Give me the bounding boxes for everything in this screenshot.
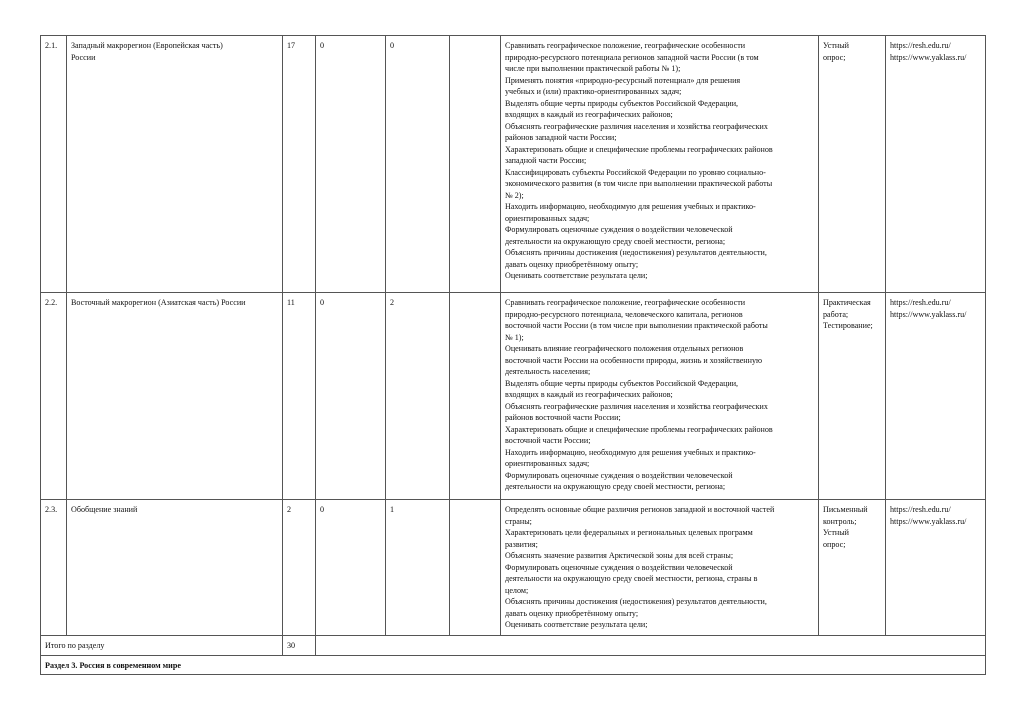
resources-cell bbox=[886, 293, 986, 500]
activity-line: Объяснять значение развития Арктической зоны для всей страны; bbox=[505, 551, 734, 560]
control-form-line: Устный bbox=[823, 41, 849, 50]
activity-line: учебных и (или) практико-ориентированных задач; bbox=[505, 87, 682, 96]
activity-line: Формулировать оценочные суждения о воздействии человеческой bbox=[505, 225, 733, 234]
summary-hours: 30 bbox=[283, 636, 316, 656]
activity-cell bbox=[501, 36, 819, 293]
hours-total: 11 bbox=[283, 293, 316, 500]
table-row bbox=[41, 500, 986, 636]
row-number: 2.2. bbox=[41, 293, 67, 500]
topic-line: Обобщение знаний bbox=[71, 505, 138, 514]
resource-link[interactable]: https://resh.edu.ru/ bbox=[890, 41, 951, 50]
activity-line: Выделять общие черты природы субъектов Российской Федерации, bbox=[505, 378, 739, 388]
activity-line: развития; bbox=[505, 539, 538, 549]
activity-line: Характеризовать цели федеральных и региональных целевых программ bbox=[505, 528, 753, 537]
activity-line: давать оценку приобретённому опыту; bbox=[505, 259, 639, 269]
activity-line: ориентированных задач; bbox=[505, 459, 590, 468]
topic-cell bbox=[67, 293, 283, 500]
activity-line: восточной части России на особенности природы, жизнь и хозяйственную bbox=[505, 355, 763, 365]
activity-line: входящих в каждый из географических районов; bbox=[505, 110, 673, 119]
control-form-line: работа; bbox=[823, 309, 849, 319]
topic-line: России bbox=[71, 52, 96, 62]
activity-line: Оценивать соответствие результата цели; bbox=[505, 271, 648, 280]
control-form-cell bbox=[819, 36, 886, 293]
activity-line: природно-ресурсного потенциала, человеческого капитала, регионов bbox=[505, 309, 743, 319]
activity-line: районов восточной части России; bbox=[505, 413, 621, 422]
row-number: 2.3. bbox=[41, 500, 67, 636]
activity-line: деятельность населения; bbox=[505, 367, 591, 376]
activity-line: целом; bbox=[505, 585, 529, 595]
resource-link[interactable]: https://www.yaklass.ru/ bbox=[890, 309, 967, 319]
resource-link[interactable]: https://www.yaklass.ru/ bbox=[890, 52, 967, 62]
activity-line: Находить информацию, необходимую для решения учебных и практико- bbox=[505, 447, 756, 457]
resources-cell bbox=[886, 500, 986, 636]
activity-line: западной части России; bbox=[505, 156, 587, 165]
activity-line: № 1); bbox=[505, 332, 524, 342]
activity-line: Формулировать оценочные суждения о воздействии человеческой bbox=[505, 470, 733, 480]
resource-link[interactable]: https://www.yaklass.ru/ bbox=[890, 516, 967, 526]
row-number: 2.1. bbox=[41, 36, 67, 293]
activity-line: Объяснять причины достижения (недостижения) результатов деятельности, bbox=[505, 248, 767, 257]
control-form-line: Тестирование; bbox=[823, 321, 873, 330]
activity-line: деятельности на окружающую среду своей местности, региона; bbox=[505, 236, 726, 246]
activity-line: экономического развития (в том числе при выполнении практической работы bbox=[505, 179, 773, 188]
activity-line: Выделять общие черты природы субъектов Российской Федерации, bbox=[505, 98, 739, 108]
activity-line: Определять основные общие различия регионов западной и восточной частей bbox=[505, 505, 775, 514]
control-form-line: Устный bbox=[823, 528, 849, 537]
activity-line: Объяснять географические различия населения и хозяйства географических bbox=[505, 401, 768, 411]
hours-control: 0 bbox=[316, 293, 386, 500]
summary-empty bbox=[316, 636, 986, 656]
topic-cell bbox=[67, 500, 283, 636]
activity-line: давать оценку приобретённому опыту; bbox=[505, 608, 639, 618]
activity-cell bbox=[501, 293, 819, 500]
activity-line: Характеризовать общие и специфические проблемы географических районов bbox=[505, 424, 773, 434]
activity-line: восточной части России; bbox=[505, 436, 591, 445]
activity-line: страны; bbox=[505, 516, 532, 526]
activity-line: ориентированных задач; bbox=[505, 213, 590, 223]
activity-line: № 2); bbox=[505, 190, 524, 200]
activity-line: деятельности на окружающую среду своей местности, региона, страны в bbox=[505, 574, 758, 583]
topic-cell bbox=[67, 36, 283, 293]
summary-row bbox=[41, 636, 986, 656]
date-cell bbox=[450, 500, 501, 636]
topic-line: Восточный макрорегион (Азиатская часть) России bbox=[71, 298, 246, 307]
topic-line: Западный макрорегион (Европейская часть) bbox=[71, 41, 223, 50]
hours-control: 0 bbox=[316, 500, 386, 636]
hours-total: 2 bbox=[283, 500, 316, 636]
activity-line: числе при выполнении практической работы № 1); bbox=[505, 64, 681, 73]
hours-total: 17 bbox=[283, 36, 316, 293]
activity-line: Применять понятия «природно-ресурсный потенциал» для решения bbox=[505, 75, 741, 85]
curriculum-table bbox=[40, 35, 986, 675]
control-form-line: Письменный bbox=[823, 505, 868, 514]
activity-line: деятельности на окружающую среду своей местности, региона; bbox=[505, 482, 726, 491]
resource-link[interactable]: https://resh.edu.ru/ bbox=[890, 298, 951, 307]
control-form-line: контроль; bbox=[823, 516, 857, 526]
date-cell bbox=[450, 293, 501, 500]
hours-practical: 0 bbox=[386, 36, 450, 293]
activity-line: Объяснять причины достижения (недостижения) результатов деятельности, bbox=[505, 597, 767, 606]
hours-control: 0 bbox=[316, 36, 386, 293]
hours-practical: 2 bbox=[386, 293, 450, 500]
control-form-cell bbox=[819, 500, 886, 636]
activity-line: Сравнивать географическое положение, географические особенности bbox=[505, 41, 746, 50]
activity-line: Классифицировать субъекты Российской Федерации по уровню социально- bbox=[505, 167, 766, 177]
activity-line: Оценивать влияние географического положения отдельных регионов bbox=[505, 344, 744, 353]
summary-label: Итого по разделу bbox=[41, 636, 283, 656]
activity-line: Характеризовать общие и специфические проблемы географических районов bbox=[505, 144, 773, 154]
resource-link[interactable]: https://resh.edu.ru/ bbox=[890, 505, 951, 514]
table-row bbox=[41, 36, 986, 293]
section-heading: Раздел 3. Россия в современном мире bbox=[41, 656, 986, 675]
section-row bbox=[41, 656, 986, 675]
activity-line: Формулировать оценочные суждения о воздействии человеческой bbox=[505, 562, 733, 572]
activity-cell bbox=[501, 500, 819, 636]
activity-line: Сравнивать географическое положение, географические особенности bbox=[505, 298, 746, 307]
activity-line: Находить информацию, необходимую для решения учебных и практико- bbox=[505, 202, 756, 211]
control-form-line: опрос; bbox=[823, 539, 846, 549]
activity-line: районов западной части России; bbox=[505, 133, 617, 142]
activity-line: природно-ресурсного потенциала регионов западной части России (в том bbox=[505, 52, 759, 62]
activity-line: Оценивать соответствие результата цели; bbox=[505, 620, 648, 629]
resources-cell bbox=[886, 36, 986, 293]
control-form-line: опрос; bbox=[823, 52, 846, 62]
activity-line: входящих в каждый из географических районов; bbox=[505, 390, 673, 399]
control-form-cell bbox=[819, 293, 886, 500]
table-row bbox=[41, 293, 986, 500]
date-cell bbox=[450, 36, 501, 293]
control-form-line: Практическая bbox=[823, 298, 871, 307]
activity-line: Объяснять географические различия населения и хозяйства географических bbox=[505, 121, 768, 131]
hours-practical: 1 bbox=[386, 500, 450, 636]
activity-line: восточной части России (в том числе при выполнении практической работы bbox=[505, 321, 768, 330]
